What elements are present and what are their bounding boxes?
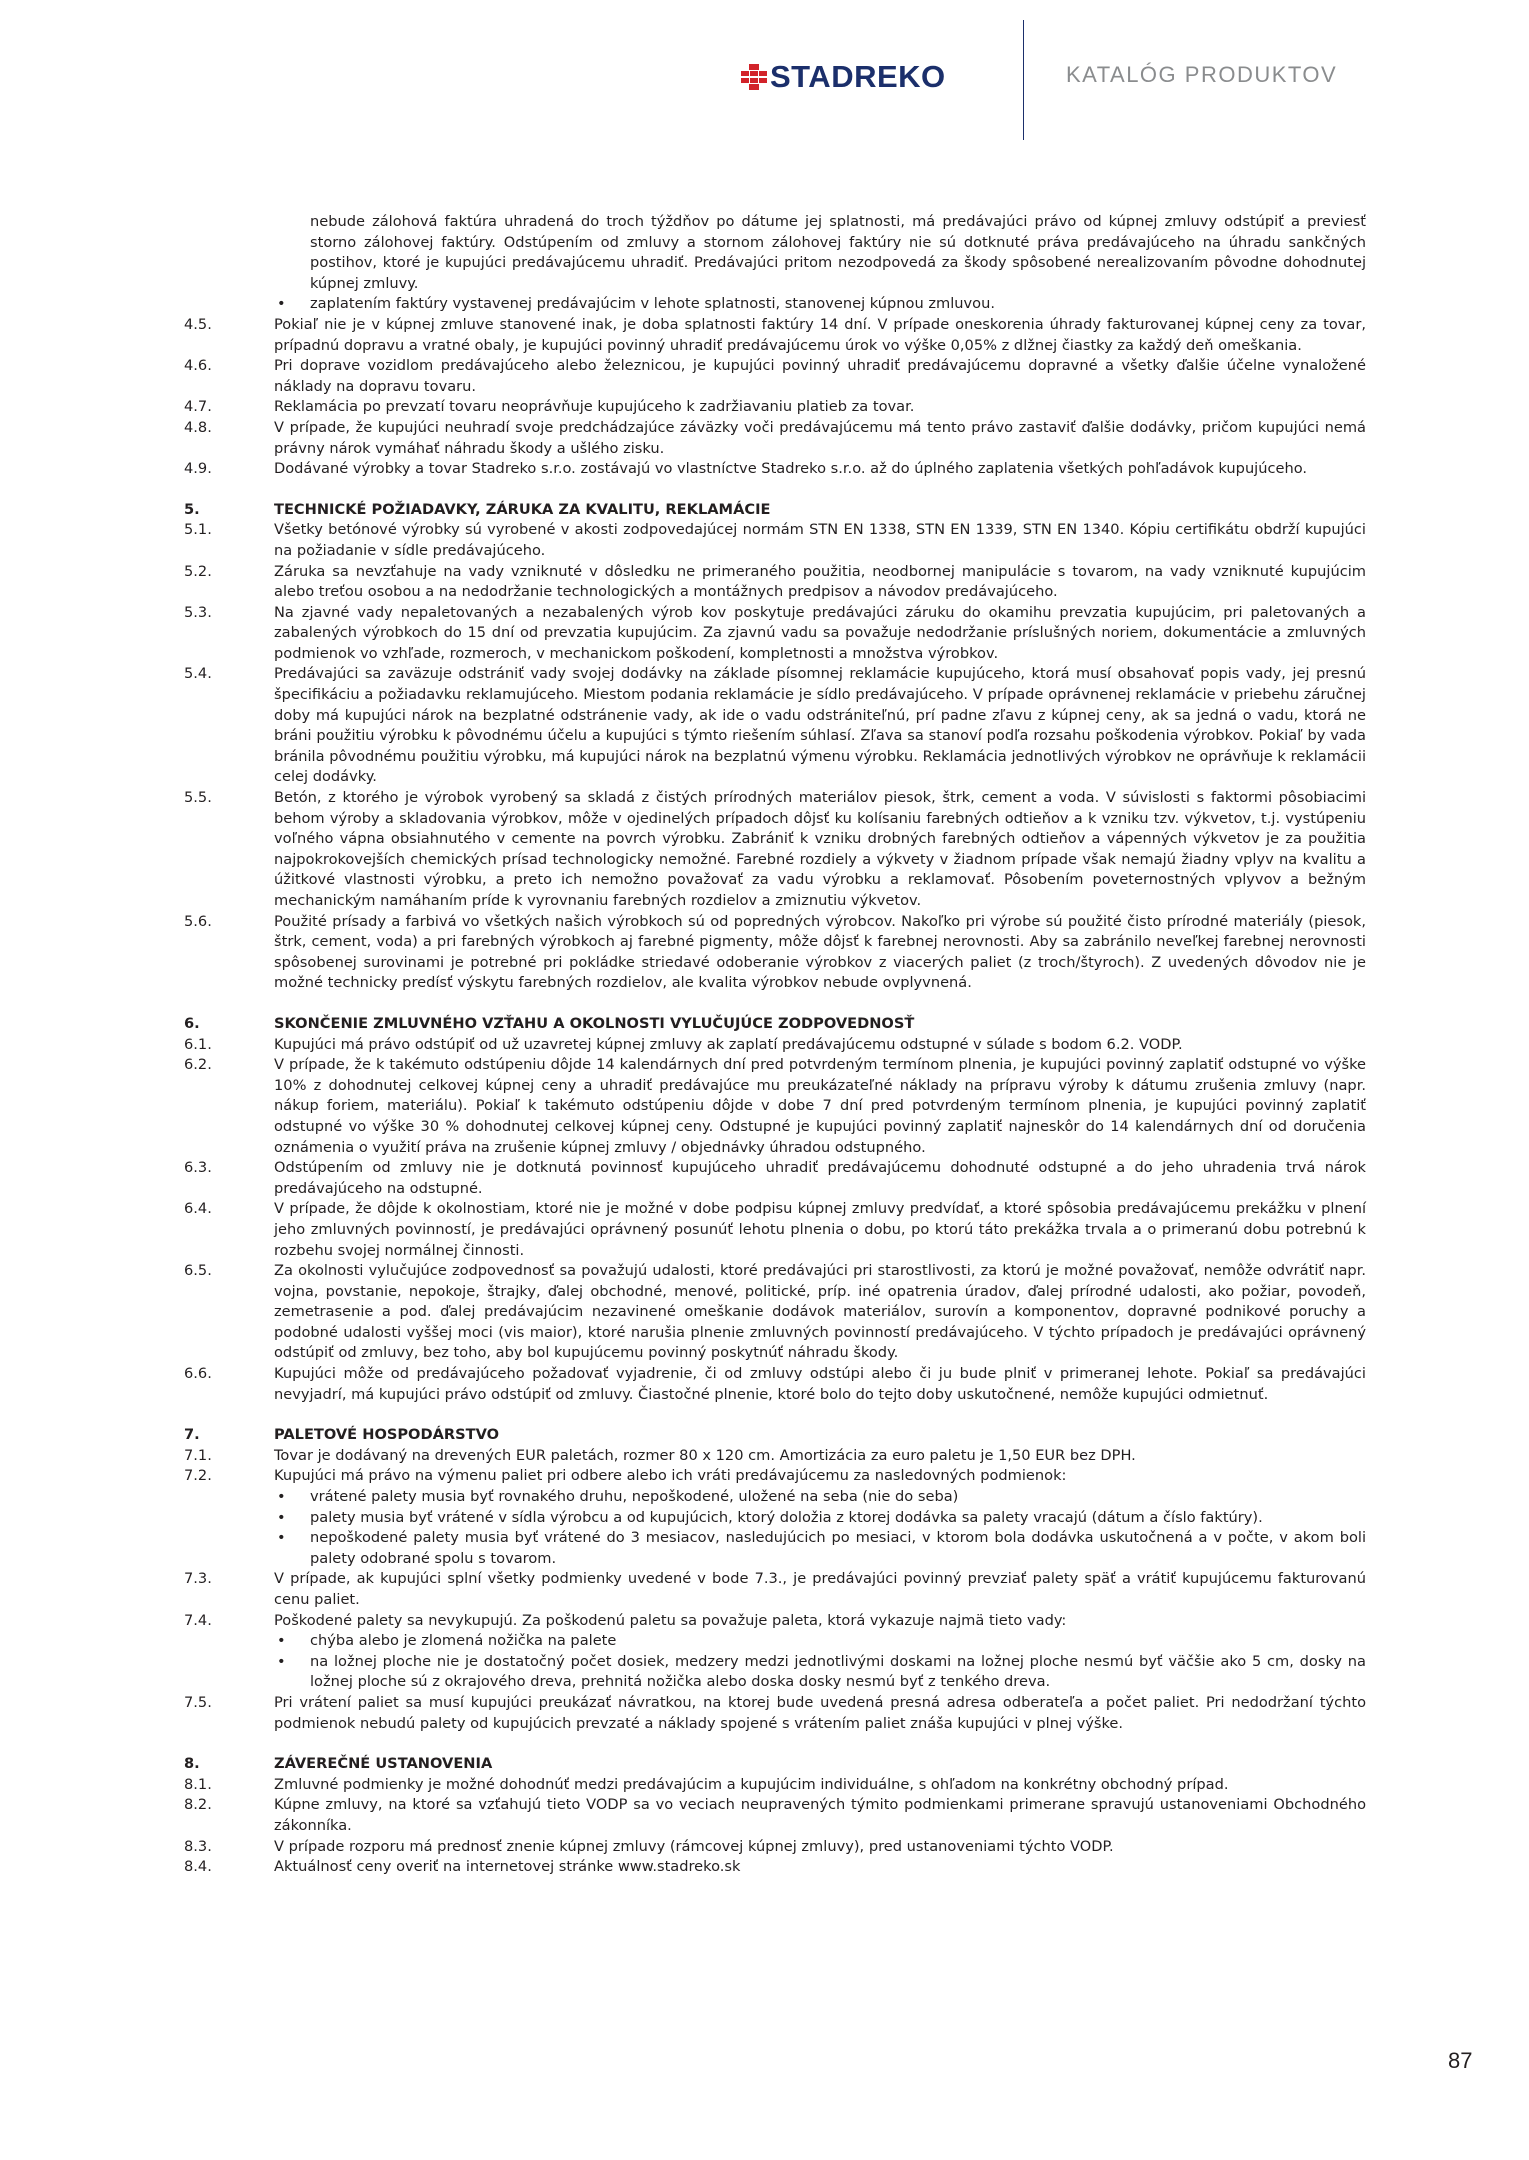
clause-7-5: 7.5. Pri vrátení paliet sa musí kupujúci preukázať návratkou, na ktorej bude uvedená presná adresa odberateľa a počet paliet. Pri nedodržaní týchto podmienok nebudú palety od kupujúcich prevzaté a náklady spojené s vrátením paliet znáša kupujúci v plnej výške. (184, 1693, 1366, 1732)
clause-8-3: 8.3. V prípade rozporu má prednosť znenie kúpnej zmluvy (rámcovej kúpnej zmluvy), pred ustanoveniami týchto VODP. (184, 1837, 1114, 1855)
clause-5-4: 5.4. Predávajúci sa zaväzuje odstrániť vady svojej dodávky na základe písomnej reklamácie kupujúceho, ktorá musí obsahovať popis vady, jej presnú špecifikáciu a požiadavku reklamujúceho. Miestom podania reklamácie je sídlo predávajúceho. V prípade oprávnenej reklamácie v priebehu záručnej doby má kupujúci nárok na bezplatné odstránenie vady, ak ide o vadu odstrániteľnú, prí padne zľavu z kúpnej ceny, ak sa jedná o vadu, ktorá ne bráni použitiu výrobku k pôvodnému účelu a kupujúci s týmto riešením súhlasí. Zľava sa stanoví podľa rozsahu poškodenia výrobkov. Pokiaľ by vada bránila pôvodnému použitiu výrobku, má kupujúci nárok na bezplatnú výmenu výrobku. Reklamácia jednotlivých výrobkov ne oprávňuje k reklamácii celej dodávky. (184, 665, 1366, 786)
logo-text: STADREKO (770, 59, 946, 94)
brick-cross-logo-icon (740, 63, 768, 91)
document-body (184, 212, 1366, 1878)
clause-6-3: 6.3. Odstúpením od zmluvy nie je dotknutá povinnosť kupujúceho uhradiť predávajúcemu dohodnuté odstupné a do jeho uhradenia trvá nárok predávajúceho na odstupné. (184, 1159, 1366, 1197)
clause-6-2: 6.2. V prípade, že k takémuto odstúpeniu dôjde 14 kalendárnych dní pred potvrdeným termínom plnenia, je kupujúci povinný zaplatiť odstupné vo výške 10% z dohodnutej celkovej kúpnej ceny a uhradiť predávajúce mu preukázateľné náklady na prípravu výroby k dátumu zrušenia zmluvy (napr. nákup foriem, materiálu). Pokiaľ k takémuto odstúpeniu dôjde v dobe 7 dní pred potvrdeným termínom plnenia, je kupujúci povinný zaplatiť odstupné vo výške 30 % dohodnutej celkovej kúpnej ceny. Odstupné je kupujúci povinný zaplatiť najneskôr do 14 kalendárnych dní od doručenia oznámenia o využití práva na zrušenie kúpnej zmluvy / objednávky úhradou odstupného. (184, 1056, 1366, 1156)
clause-7-2: 7.2. Kupujúci má právo na výmenu paliet pri odbere alebo ich vráti predávajúcemu za nasledovných podmienok: (184, 1467, 1067, 1485)
bullet-item: • nepoškodené palety musia byť vrátené do 3 mesiacov, nasledujúcich po mesiaci, v ktorom bola dodávka uskutočnená a v počte, v akom boli palety odobrané spolu s tovarom. (274, 1528, 1366, 1569)
bullet-item: • zaplatením faktúry vystavenej predávajúcim v lehote splatnosti, stanovenej kúpnou zmluvou. (274, 294, 1366, 315)
bullet-icon: • (277, 295, 286, 313)
bullet-item: • chýba alebo je zlomená nožička na palete (274, 1631, 1366, 1652)
clause-7-3: 7.3. V prípade, ak kupujúci splní všetky podmienky uvedené v bode 7.3., je predávajúci povinný prevziať palety späť a vrátiť kupujúcemu fakturovanú cenu paliet. (184, 1570, 1366, 1608)
section-8-heading: 8. ZÁVEREČNÉ USTANOVENIA (184, 1755, 493, 1773)
page-header (0, 0, 1529, 140)
clause-5-1: 5.1. Všetky betónové výrobky sú vyrobené v akosti zodpovedajúcej normám STN EN 1338, STN EN 1339, STN EN 1340. Kópiu certifikátu obdrží kupujúci na požiadanie v sídle predávajúceho. (184, 521, 1366, 559)
bullet-icon: • (277, 1632, 286, 1650)
clause-5-6: 5.6. Použité prísady a farbivá vo všetkých našich výrobkoch sú od popredných výrobcov. Nakoľko pri výrobe sú použité čisto prírodné materiály (piesok, štrk, cement, voda) a pri farebných výrobkoch aj farebné pigmenty, môže dôjsť k farebnej nerovnosti. Aby sa zabránilo neveľkej farebnej nerovnosti spôsobenej surovinami je potrebné pri pokládke striedavé odoberanie výrobkov z viacerých paliet (z troch/štyroch). Z uvedených dôvodov nie je možné technicky predísť výskytu farebných rozdielov, ale kvalita výrobkov nebude ovplyvnená. (184, 912, 1366, 992)
clause-4-7: 4.7. Reklamácia po prevzatí tovaru neoprávňuje kupujúceho k zadržiavaniu platieb za tovar. (184, 398, 915, 416)
clause-5-3: 5.3. Na zjavné vady nepaletovaných a nezabalených výrob kov poskytuje predávajúci záruku do okamihu prevzatia kupujúcim, pri paletovaných a zabalených výrobkoch do 15 dní od prevzatia kupujúcim. Za zjavnú vadu sa považuje nedodržanie príslušných noriem, dokumentácie a zmluvných podmienok vo vzhľade, rozmeroch, v mechanickom poškodení, kompletnosti a množstva výrobkov. (184, 603, 1366, 662)
page-number: 87 (1448, 2048, 1473, 2073)
header-divider (1023, 20, 1024, 140)
bullet-item: • palety musia byť vrátené v sídla výrobcu a od kupujúcich, ktorý doložia z ktorej dodávka sa palety vracajú (dátum a číslo faktúry). (274, 1508, 1366, 1529)
clause-7-4: 7.4. Poškodené palety sa nevykupujú. Za poškodenú paletu sa považuje paleta, ktorá vykazuje najmä tieto vady: (184, 1611, 1067, 1629)
clause-6-4: 6.4. V prípade, že dôjde k okolnostiam, ktoré nie je možné v dobe podpisu kúpnej zmluvy predvídať, a ktoré spôsobia predávajúcemu prekážku v plnení jeho zmluvných povinností, je predávajúci oprávnený posunúť lehotu plnenia o dobu, po ktorú táto prekážka trvala a o primeranú dobu potrebnú k rozbehu svojej normálnej činnosti. (184, 1200, 1366, 1259)
bullet-icon: • (277, 1508, 286, 1526)
bullet-icon: • (277, 1529, 286, 1547)
bullet-icon: • (277, 1652, 286, 1670)
intro-continuation: nebude zálohová faktúra uhradená do troch týždňov po dátume jej splatnosti, má predávajúci právo od kúpnej zmluvy odstúpiť a previesť storno zálohovej faktúry. Odstúpením od zmluvy a stornom zálohovej faktúry nie sú dotknuté práva predávajúceho na úhradu sankčných postihov, ktoré je kupujúci predávajúcemu uhradiť. Predávajúci pritom nezodpovedá za škody spôsobené nerealizovaním pôvodne dohodnutej kúpnej zmluvy. (310, 213, 1366, 292)
clause-4-6: 4.6. Pri doprave vozidlom predávajúceho alebo železnicou, je kupujúci povinný uhradiť predávajúcemu dopravné a všetky ďalšie účelne vynaložené náklady na dopravu tovaru. (184, 357, 1366, 395)
clause-8-1: 8.1. Zmluvné podmienky je možné dohodnúť medzi predávajúcim a kupujúcim individuálne, s ohľadom na konkrétny obchodný prípad. (184, 1775, 1229, 1793)
clause-5-5: 5.5. Betón, z ktorého je výrobok vyrobený sa skladá z čistých prírodných materiálov piesok, štrk, cement a voda. V súvislosti s faktormi pôsobiacimi behom výroby a skladovania výrobkov, môže v ojedinelých prípadoch dôjsť ku kolísaniu farebných odtieňov a k vzniku tzv. výkvetov, t.j. vystúpeniu voľného vápna obsiahnutého v cemente na povrch výrobku. Zabrániť k vzniku drobných farebných odtieňov a vápenných výkvetov je za použitia najpokrokovejších chemických prísad technologicky nemožné. Farebné rozdiely a výkvety v žiadnom prípade však nemajú žiadny vplyv na kvalitu a úžitkové vlastnosti výrobku, a preto ich nemožno považovať za vadu výrobku a reklamovať. Pôsobením poveternostných vplyvov a bežným mechanickým namáhaním príde k vyrovnaniu farebných rozdielov a zmiznutiu výkvetov. (184, 789, 1366, 909)
clause-6-6: 6.6. Kupujúci môže od predávajúceho požadovať vyjadrenie, či od zmluvy odstúpi alebo či ju bude plniť v primeranej lehote. Pokiaľ sa predávajúci nevyjadrí, má kupujúci právo odstúpiť od zmluvy. Čiastočné plnenie, ktoré bolo do tejto doby uskutočnené, nemôže kupujúci odmietnuť. (184, 1365, 1366, 1403)
catalog-title: KATALÓG PRODUKTOV (1066, 62, 1338, 87)
clause-6-5: 6.5. Za okolnosti vylučujúce zodpovednosť sa považujú udalosti, ktoré predávajúci pri starostlivosti, za ktorú je možné považovať, nemôže odvrátiť napr. vojna, povstanie, nepokoje, štrajky, ďalej obchodné, menové, politické, príp. iné opatrenia úradov, ďalej prírodné udalosti, ako požiar, povodeň, zemetrasenie a pod. ďalej predávajúcim nezavinené omeškanie dodávok materiálov, surovín a komponentov, dopravné podnikové poruchy a podobné udalosti vyššej moci (vis maior), ktoré narušia plnenie zmluvných povinností predávajúceho. V týchto prípadoch je predávajúci oprávnený odstúpiť od zmluvy, bez toho, aby bol kupujúcemu povinný poskytnúť náhradu škody. (184, 1262, 1366, 1362)
company-logo (740, 60, 946, 94)
clause-8-2: 8.2. Kúpne zmluvy, na ktoré sa vzťahujú tieto VODP sa vo veciach neupravených týmito podmienkami primerane spravujú ustanoveniami Obchodného zákonníka. (184, 1796, 1366, 1834)
clause-7-1: 7.1. Tovar je dodávaný na drevených EUR paletách, rozmer 80 x 120 cm. Amortizácia za euro paletu je 1,50 EUR bez DPH. (184, 1446, 1136, 1464)
clause-8-4: 8.4. Aktuálnosť ceny overiť na internetovej stránke www.stadreko.sk (184, 1858, 741, 1876)
clause-4-9: 4.9. Dodávané výrobky a tovar Stadreko s.r.o. zostávajú vo vlastníctve Stadreko s.r.o. až do úplného zaplatenia všetkých pohľadávok kupujúceho. (184, 460, 1308, 478)
section-7-heading: 7. PALETOVÉ HOSPODÁRSTVO (184, 1426, 500, 1444)
clause-6-1: 6.1. Kupujúci má právo odstúpiť od už uzavretej kúpnej zmluvy ak zaplatí predávajúcemu odstupné v súlade s bodom 6.2. VODP. (184, 1035, 1183, 1053)
section-5-heading: 5. TECHNICKÉ POŽIADAVKY, ZÁRUKA ZA KVALITU, REKLAMÁCIE (184, 500, 771, 518)
bullet-item: • vrátené palety musia byť rovnakého druhu, nepoškodené, uložené na seba (nie do seba) (274, 1487, 1366, 1508)
clause-4-5: 4.5. Pokiaľ nie je v kúpnej zmluve stanovené inak, je doba splatnosti faktúry 14 dní. V prípade oneskorenia úhrady fakturovanej kúpnej ceny za tovar, prípadnú dopravu a vratné obaly, je kupujúci povinný uhradiť predávajúcemu úrok vo výške 0,05% z dlžnej čiastky za každý deň omeškania. (184, 315, 1366, 354)
section-6-heading: 6. SKONČENIE ZMLUVNÉHO VZŤAHU A OKOLNOSTI VYLUČUJÚCE ZODPOVEDNOSŤ (184, 1014, 915, 1032)
clause-4-8: 4.8. V prípade, že kupujúci neuhradí svoje predchádzajúce záväzky voči predávajúcemu má tento právo zastaviť ďalšie dodávky, pričom kupujúci nemá právny nárok vymáhať náhradu škody a ušlého zisku. (184, 418, 1366, 457)
bullet-item: • na ložnej ploche nie je dostatočný počet dosiek, medzery medzi jednotlivými doskami na ložnej ploche nesmú byť väčšie ako 5 cm, dosky na ložnej ploche sú z okrajového dreva, prehnitá nožička alebo doska dosky nesmú byť z tenkého dreva. (274, 1652, 1366, 1693)
clause-5-2: 5.2. Záruka sa nevzťahuje na vady vzniknuté v dôsledku ne primeraného použitia, neodbornej manipulácie s tovarom, na vady vzniknuté kupujúcim alebo treťou osobou a na nedodržanie technologických a montážnych predpisov a návodov predávajúceho. (184, 562, 1366, 601)
bullet-icon: • (277, 1488, 286, 1506)
